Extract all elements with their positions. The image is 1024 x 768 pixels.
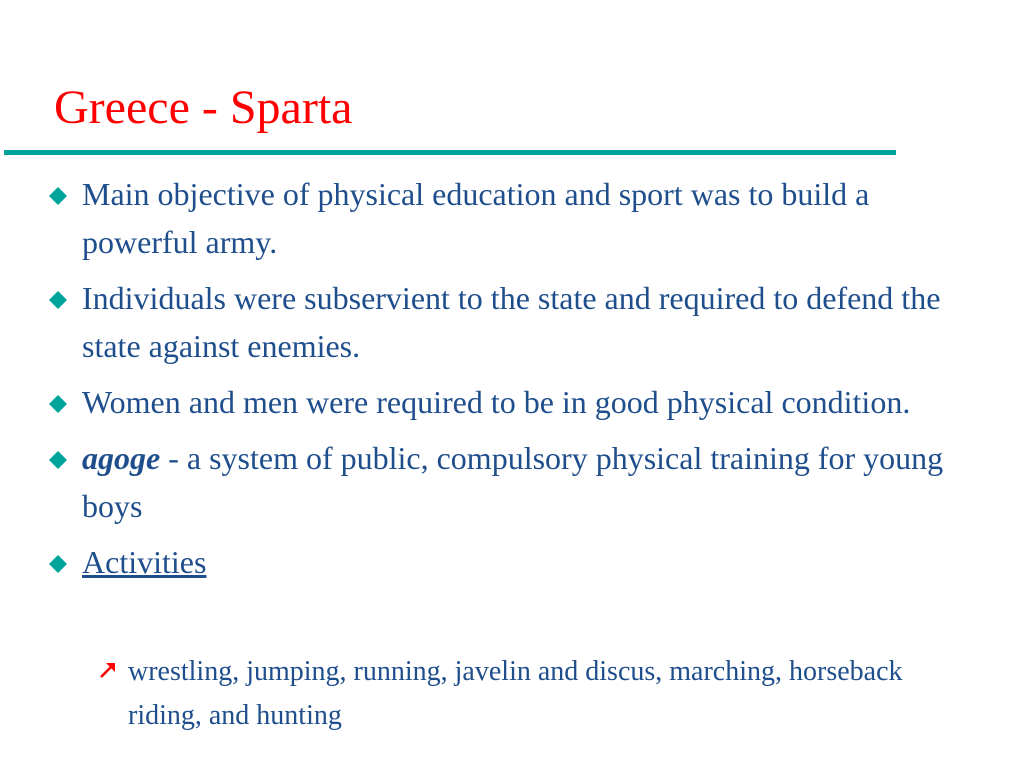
bullet-item (48, 434, 968, 530)
bullet-text: Women and men were required to be in good physical condition. (82, 384, 911, 420)
arrow-up-right-icon (98, 660, 118, 680)
activities-link[interactable]: Activities (82, 544, 207, 580)
diamond-icon (48, 554, 68, 574)
bullet-text: Individuals were subservient to the state and required to defend the state against enemies. (82, 280, 941, 364)
slide-title: Greece - Sparta (54, 81, 353, 134)
bullet-text: Main objective of physical education and sport was to build a powerful army. (82, 176, 870, 260)
diamond-icon (48, 450, 68, 470)
agoge-term: agoge (82, 440, 161, 476)
diamond-icon (48, 394, 68, 414)
title-divider (4, 150, 896, 155)
bullet-list (48, 170, 968, 586)
bullet-item (48, 170, 968, 266)
diamond-icon (48, 290, 68, 310)
diamond-icon (48, 186, 68, 206)
bullet-item (48, 378, 968, 426)
bullet-text: - a system of public, compulsory physical training for young boys (82, 440, 944, 524)
bullet-item (48, 538, 968, 586)
bullet-item (48, 274, 968, 370)
sub-bullet-text: wrestling, jumping, running, javelin and discus, marching, horseback riding, and hunting (128, 656, 903, 731)
sub-bullet-list (96, 650, 956, 738)
sub-bullet-item (96, 650, 956, 738)
